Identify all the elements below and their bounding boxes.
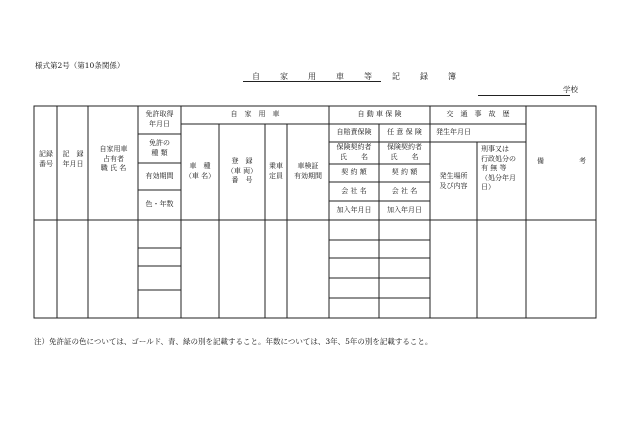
header-record-no: 記録 番号 xyxy=(39,150,53,168)
header-color-years: 色・年数 xyxy=(145,200,174,208)
header-company-compulsory: 会 社 名 xyxy=(341,187,367,195)
header-holder-compulsory: 保険契約者 氏 名 xyxy=(336,143,372,161)
header-owner: 自家用車 占有者 職 氏 名 xyxy=(99,145,128,172)
header-valid-period: 有効期間 xyxy=(145,172,174,180)
header-car-type: 車 種 （車 名） xyxy=(184,162,216,180)
header-contract-compulsory: 契 約 額 xyxy=(341,168,367,176)
header-inspection: 車検証 有効期間 xyxy=(294,162,322,180)
header-place-content: 発生場所 及び内容 xyxy=(439,172,468,190)
header-compulsory-insurance: 自賠責保険 xyxy=(336,128,372,136)
header-contract-voluntary: 契 約 額 xyxy=(391,168,418,176)
header-capacity: 乗車 定員 xyxy=(269,162,283,180)
header-holder-voluntary: 保険契約者 氏 名 xyxy=(387,143,422,161)
school-label: 学校 xyxy=(563,85,578,94)
header-auto-insurance: 自 動 車 保 険 xyxy=(357,110,402,118)
header-occurred-date: 発生年月日 xyxy=(436,128,471,136)
footnote: 注）免許証の色については、ゴールド、青、緑の別を記載すること。年数については、3年、5年の別を記載すること。 xyxy=(34,337,433,346)
header-license-date: 免許取得 年月日 xyxy=(145,110,174,128)
header-penalty: 刑事又は 行政処分の 有 無 等 （処分年月 日） xyxy=(481,145,516,191)
header-joined-voluntary: 加入年月日 xyxy=(387,206,422,214)
header-company-voluntary: 会 社 名 xyxy=(391,187,418,195)
header-joined-compulsory: 加入年月日 xyxy=(336,206,372,214)
header-accident-history: 交 通 事 故 歴 xyxy=(446,110,510,118)
header-private-car: 自 家 用 車 xyxy=(230,110,280,118)
header-reg-no: 登 録 （車 両） 番 号 xyxy=(226,157,258,184)
header-remarks: 備 考 xyxy=(537,157,586,165)
form-id: 様式第2号（第10条関係） xyxy=(35,61,125,70)
header-license-type: 免許の 種 類 xyxy=(149,139,170,157)
page-title: 自 家 用 車 等 記 録 簿 xyxy=(252,72,462,81)
header-voluntary-insurance: 任 意 保 険 xyxy=(387,128,422,136)
header-record-date: 記 録 年月日 xyxy=(62,150,84,168)
